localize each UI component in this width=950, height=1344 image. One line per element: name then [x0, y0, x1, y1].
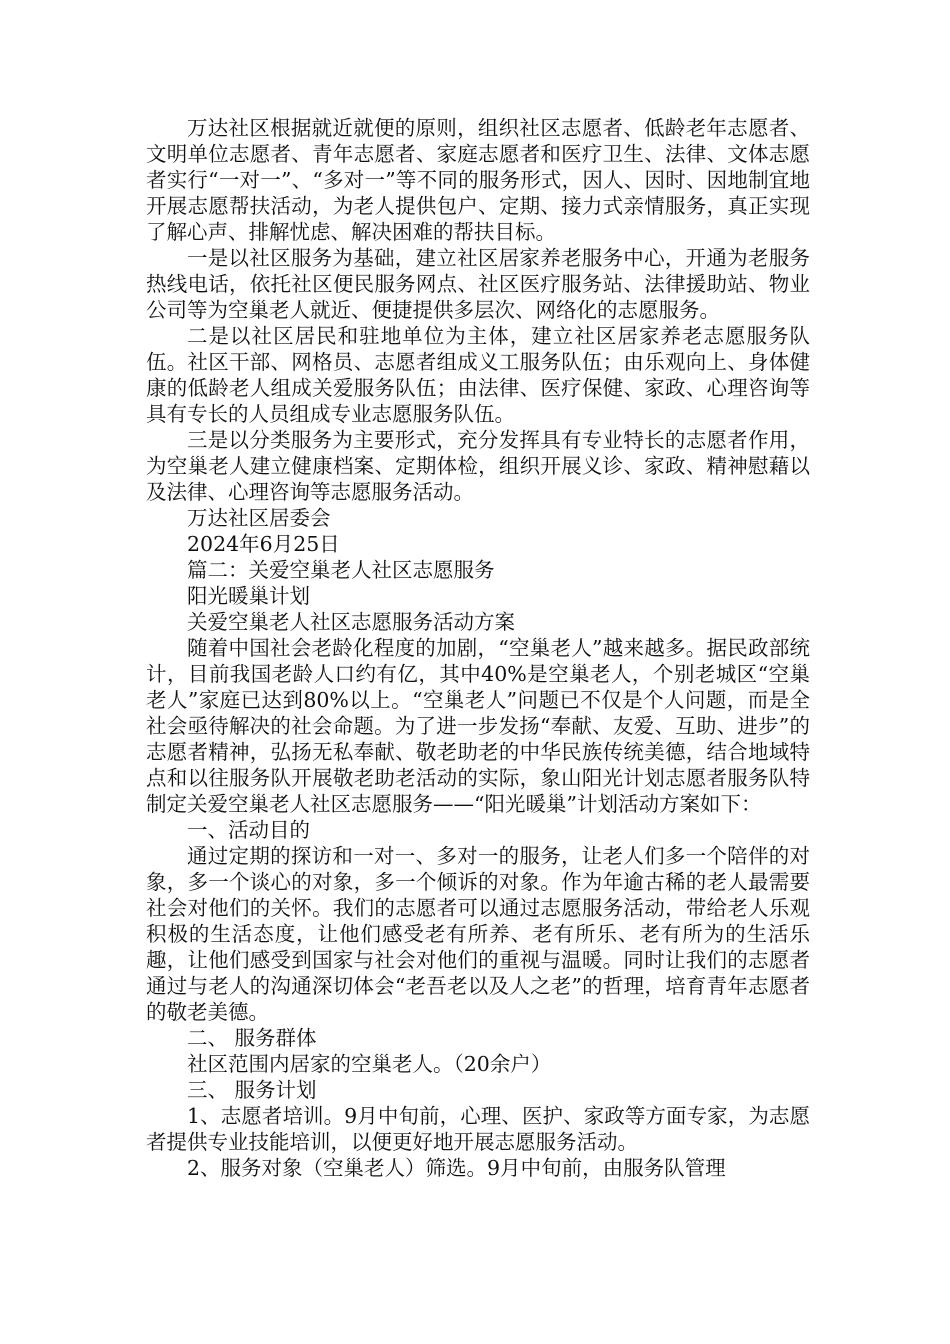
heading-purpose: 一、活动目的: [187, 818, 310, 842]
paragraph-target-group: 社区范围内居家的空巢老人。（20余户）: [187, 1052, 552, 1076]
signature-organization: 万达社区居委会: [187, 506, 331, 530]
paragraph-intro: 万达社区根据就近就便的原则，组织社区志愿者、低龄老年志愿者、文明单位志愿者、青年志愿者、家庭志愿者和医疗卫生、法律、文体志愿者实行“一对一”、“多对一”等不同的服务形式，因人、因时、因地制宜地开展志愿帮扶活动，为老人提供包户、定期、接力式亲情服务，真正实现了解心声、排解忧虑、解决困难的帮扶目标。: [146, 116, 810, 244]
paragraph-purpose: 通过定期的探访和一对一、多对一的服务，让老人们多一个陪伴的对象，多一个谈心的对象，多一个倾诉的对象。作为年逾古稀的老人最需要社会对他们的关怀。我们的志愿者可以通过志愿服务活动，带给老人乐观积极的生活态度，让他们感受老有所养、老有所乐、老有所为的生活乐趣，让他们感受到国家与社会对他们的重视与温暖。同时让我们的志愿者通过与老人的沟通深切体会“老吾老以及人之老”的哲理，培育青年志愿者的敬老美德。: [146, 844, 810, 1024]
paragraph-plan-item-1: 1、志愿者培训。9月中旬前，心理、医护、家政等方面专家，为志愿者提供专业技能培训，以便更好地开展志愿服务活动。: [146, 1104, 810, 1154]
paragraph-plan-item-2: 2、服务对象（空巢老人）筛选。9月中旬前，由服务队管理: [187, 1156, 726, 1180]
paragraph-point-three: 三是以分类服务为主要形式，充分发挥具有专业特长的志愿者作用，为空巢老人建立健康档案、定期体检，组织开展义诊、家政、精神慰藉以及法律、心理咨询等志愿服务活动。: [146, 428, 810, 504]
paragraph-background: 随着中国社会老龄化程度的加剧，“空巢老人”越来越多。据民政部统计，目前我国老龄人口约有亿，其中40%是空巢老人，个别老城区“空巢老人”家庭已达到80%以上。“空巢老人”问题已不仅是个人问题，而是全社会亟待解决的社会命题。为了进一步发扬“奉献、友爱、互助、进步”的志愿者精神，弘扬无私奉献、敬老助老的中华民族传统美德，结合地域特点和以往服务队开展敬老助老活动的实际，象山阳光计划志愿者服务队特制定关爱空巢老人社区志愿服务——“阳光暖巢”计划活动方案如下：: [146, 636, 810, 816]
signature-date: 2024年6月25日: [187, 532, 340, 556]
plan-title: 关爱空巢老人社区志愿服务活动方案: [187, 610, 515, 634]
paragraph-point-one: 一是以社区服务为基础，建立社区居家养老服务中心，开通为老服务热线电话，依托社区便民服务网点、社区医疗服务站、法律援助站、物业公司等为空巢老人就近、便捷提供多层次、网络化的志愿服务。: [146, 246, 810, 322]
plan-name: 阳光暖巢计划: [187, 584, 310, 608]
document-body: [146, 115, 810, 1181]
paragraph-point-two: 二是以社区居民和驻地单位为主体，建立社区居家养老志愿服务队伍。社区干部、网格员、志愿者组成义工服务队伍；由乐观向上、身体健康的低龄老人组成关爱服务队伍；由法律、医疗保健、家政、心理咨询等具有专长的人员组成专业志愿服务队伍。: [146, 324, 810, 426]
heading-service-plan: 三、 服务计划: [187, 1078, 317, 1102]
section-title: 篇二：关爱空巢老人社区志愿服务: [187, 558, 495, 582]
heading-target-group: 二、 服务群体: [187, 1026, 317, 1050]
